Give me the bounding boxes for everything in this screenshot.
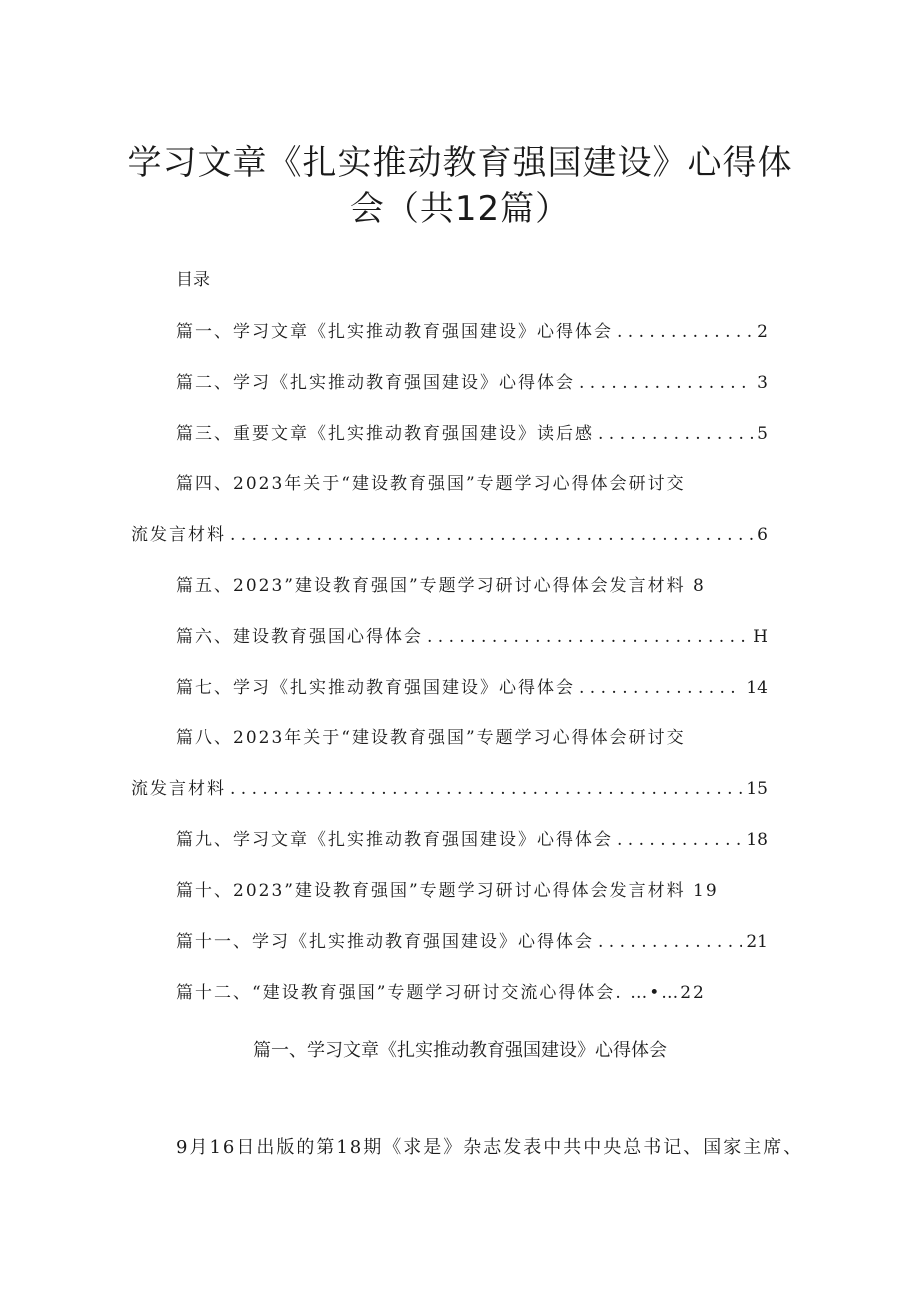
document-title-line-2: 会（共12篇）: [349, 189, 571, 229]
toc-entry-7[interactable]: [176, 676, 768, 700]
toc-entry-12[interactable]: 篇十二、“建设教育强国”专题学习研讨交流心得体会. …•…22: [176, 983, 706, 1003]
toc-leader-dots: [617, 320, 753, 344]
toc-entry-label: 流发言材料: [131, 779, 226, 799]
toc-entry-8-line-2[interactable]: [131, 777, 768, 801]
toc-entry-page: 21: [746, 932, 768, 952]
toc-entry-page: H: [753, 627, 768, 647]
toc-entry-label: 流发言材料: [131, 525, 226, 545]
toc-leader-dots: [427, 625, 749, 649]
toc-entry-label: 篇十一、学习《扎实推动教育强国建设》心得体会: [176, 932, 594, 952]
document-title-line-1: 学习文章《扎实推动教育强国建设》心得体: [127, 143, 793, 183]
toc-entry-4-line-1[interactable]: 篇四、2023年关于“建设教育强国”专题学习心得体会研讨交: [176, 474, 686, 494]
toc-entry-11[interactable]: [176, 930, 768, 954]
toc-entry-6[interactable]: [176, 625, 768, 649]
toc-leader-dots: [230, 777, 742, 801]
toc-leader-dots: [598, 422, 753, 446]
toc-entry-8-line-1[interactable]: 篇八、2023年关于“建设教育强国”专题学习心得体会研讨交: [176, 728, 686, 748]
section-heading: 篇一、学习文章《扎实推动教育强国建设》心得体会: [253, 1040, 667, 1061]
toc-leader-dots: [230, 523, 753, 547]
body-paragraph: 9月16日出版的第18期《求是》杂志发表中共中央总书记、国家主席、: [176, 1137, 804, 1158]
toc-entry-3[interactable]: [176, 422, 768, 446]
toc-entry-page: 18: [746, 830, 768, 850]
toc-entry-1[interactable]: [176, 320, 768, 344]
toc-entry-10[interactable]: 篇十、2023”建设教育强国”专题学习研讨心得体会发言材料 19: [176, 881, 719, 901]
toc-entry-2[interactable]: [176, 371, 768, 395]
toc-leader-dots: [579, 371, 753, 395]
toc-entry-page: 14: [746, 678, 768, 698]
toc-leader-dots: [617, 828, 742, 852]
toc-entry-page: 6: [757, 525, 768, 545]
toc-leader-dots: [579, 676, 742, 700]
toc-entry-label: 篇六、建设教育强国心得体会: [176, 627, 423, 647]
toc-entry-5[interactable]: 篇五、2023”建设教育强国”专题学习研讨心得体会发言材料 8: [176, 576, 706, 596]
toc-entry-label: 篇一、学习文章《扎实推动教育强国建设》心得体会: [176, 322, 613, 342]
toc-entry-label: 篇九、学习文章《扎实推动教育强国建设》心得体会: [176, 830, 613, 850]
toc-entry-label: 篇三、重要文章《扎实推动教育强国建设》读后感: [176, 424, 594, 444]
toc-entry-4-line-2[interactable]: [131, 523, 768, 547]
toc-entry-page: 15: [746, 779, 768, 799]
toc-heading: 目录: [176, 270, 210, 290]
toc-entry-page: 3: [757, 373, 768, 393]
toc-entry-label: 篇二、学习《扎实推动教育强国建设》心得体会: [176, 373, 575, 393]
toc-entry-page: 2: [757, 322, 768, 342]
toc-entry-9[interactable]: [176, 828, 768, 852]
toc-entry-page: 5: [757, 424, 768, 444]
toc-leader-dots: [598, 930, 742, 954]
toc-entry-label: 篇七、学习《扎实推动教育强国建设》心得体会: [176, 678, 575, 698]
